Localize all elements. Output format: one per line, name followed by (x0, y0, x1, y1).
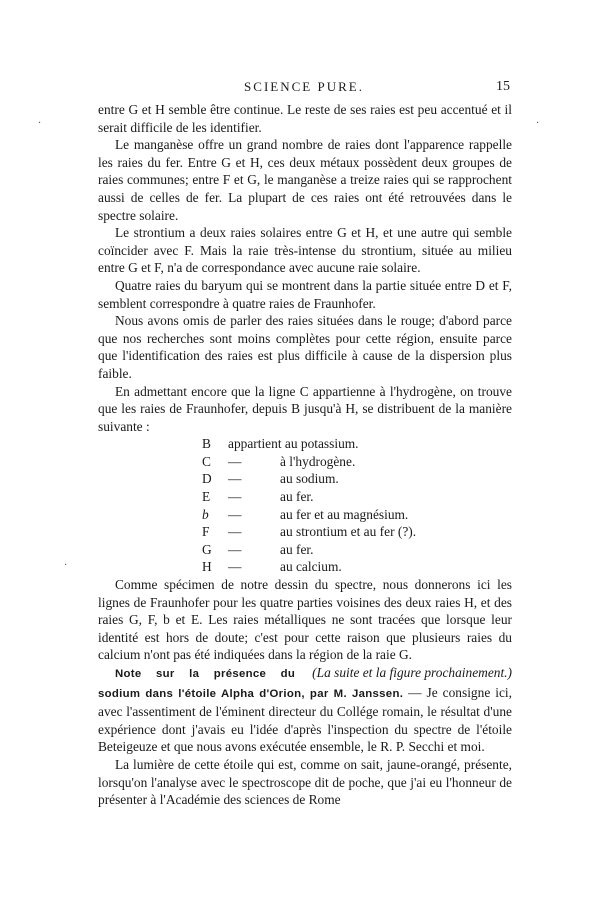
line-element: appartient au potassium. (228, 436, 359, 452)
running-head: SCIENCE PURE. (244, 79, 364, 94)
paragraph-strontium: Le strontium a deux raies solaires entre G et H, et une autre qui semble coïncider avec F. Mais la raie très-intense du strontium, située au milieu entre G et F, n'a de correspondance avec aucune raie solaire. (98, 225, 512, 276)
paragraph-manganese-continuation: entre G et H semble être continue. Le reste de ses raies est peu accentué et il serait difficile de les identifier. (98, 102, 512, 135)
list-item (202, 541, 512, 559)
line-element: au fer. (280, 541, 314, 557)
line-letter: F (202, 524, 210, 540)
list-item (202, 523, 512, 541)
list-item (202, 558, 512, 576)
page-number: 15 (496, 79, 510, 94)
line-letter: D (202, 471, 212, 487)
paragraph-red-region: Nous avons omis de parler des raies situées dans le rouge; d'abord parce que nos recherches sont moins complètes pour cette région, ensuite parce que l'identification des raies est plus difficile à cause de la dispersion plus faible. (98, 313, 512, 381)
paragraph-specimen (98, 576, 512, 680)
line-letter: C (202, 453, 211, 469)
note-text: — Je consigne ici, avec l'assentiment de l'éminent directeur du Collége romain, le résultat d'une expérience dont j'avais eu l'idée d'après l'inspection du spectre de l'étoile Beteigeuze et que nous avons exécutée ensemble, le R. P. Secchi et moi. (98, 684, 512, 755)
list-item (202, 470, 512, 488)
list-item (202, 506, 512, 524)
margin-speck: · (536, 118, 540, 129)
paragraph-distribution: En admettant encore que la ligne C appartienne à l'hydrogène, on trouve que les raies de Fraunhofer, depuis B jusqu'à H, se distribuent de la manière suivante : (98, 383, 512, 434)
margin-speck: · (64, 560, 68, 571)
paragraph-betelgeuse-light: La lumière de cette étoile qui est, comme on sait, jaune-orangé, présente, lorsqu'on l'analyse avec le spectroscope dit de poche, que j'ai eu l'honneur de présenter à l'Académie des sciences de Rome (98, 756, 512, 808)
line-letter: H (202, 559, 212, 575)
ditto-dash: — (228, 506, 242, 522)
body-text (98, 101, 512, 809)
line-letter: b (202, 506, 209, 522)
line-element: au calcium. (280, 559, 342, 575)
specimen-text: Comme spécimen de notre dessin du spectre, nous donnerons ici les lignes de Fraunhofer pour les quatre parties voisines des deux raies H, et des raies G, F, b et E. Les raies métalliques ne sont tracées que lorsque leur identité est hors de doute; c'est pour cette raison que plusieurs raies du calcium n'ont pas été indiquées dans la région de la raie G. (98, 577, 512, 663)
line-letter: G (202, 541, 212, 557)
line-element: au fer. (280, 489, 314, 505)
page-header (98, 79, 510, 99)
margin-speck: · (38, 118, 42, 129)
paragraph-manganese: Le manganèse offre un grand nombre de raies dont l'apparence rappelle les raies du fer. Entre G et H, ces deux métaux possèdent deux groupes de raies communes; entre F et G, le manganèse a treize raies qui se rapprochent aussi de celles de fer. La plupart de ces raies ont été retrouvées dans le spectre solaire. (98, 137, 512, 223)
ditto-dash: — (228, 559, 242, 575)
line-element: au fer et au magnésium. (280, 506, 409, 522)
list-item (202, 488, 512, 506)
line-letter: E (202, 489, 211, 505)
paragraph-baryum: Quatre raies du baryum qui se montrent dans la partie située entre D et F, semblent correspondre à quatre raies de Fraunhofer. (98, 277, 512, 311)
list-item (202, 453, 512, 471)
note-title: Note sur la présence du sodium dans l'étoile Alpha d'Orion, par M. Janssen. (98, 668, 404, 700)
ditto-dash: — (228, 489, 242, 505)
list-item (202, 435, 512, 453)
to-be-continued: (La suite et la figure prochainement.) (312, 665, 512, 680)
ditto-dash: — (228, 453, 242, 469)
line-letter: B (202, 436, 211, 452)
line-element: au sodium. (280, 471, 339, 487)
ditto-dash: — (228, 471, 242, 487)
line-element: au strontium et au fer (?). (280, 524, 417, 540)
ditto-dash: — (228, 524, 242, 540)
ditto-dash: — (228, 541, 242, 557)
fraunhofer-lines-list (202, 435, 512, 576)
line-element: à l'hydrogène. (280, 453, 356, 469)
